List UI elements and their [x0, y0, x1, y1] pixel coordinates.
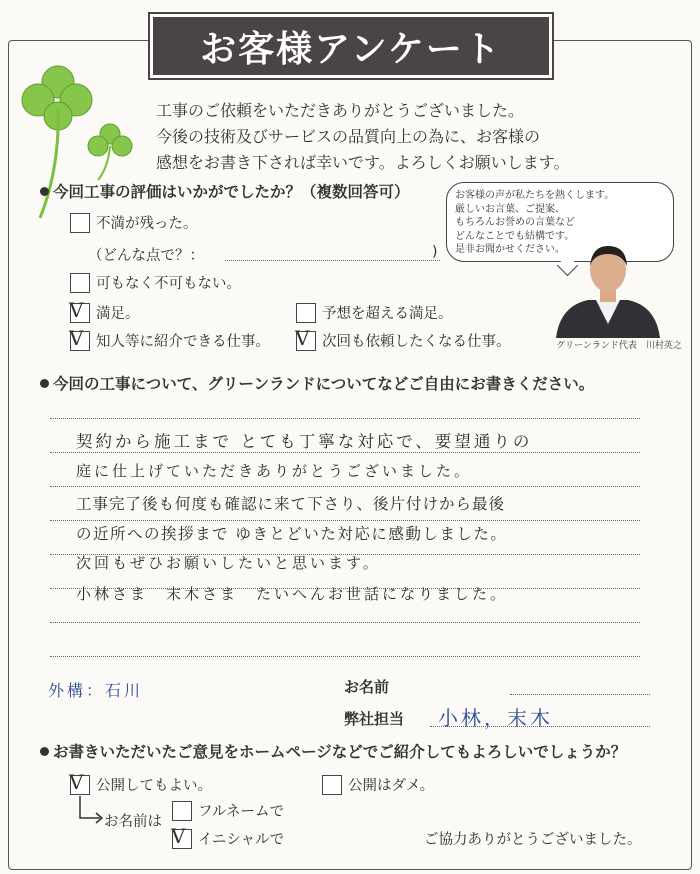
checkbox-checked[interactable] [69, 769, 90, 795]
close-paren: ) [432, 244, 438, 260]
comment-line: 次回もぜひお願いしたいと思います。 [76, 554, 381, 572]
option-again[interactable] [295, 325, 511, 351]
option-public-ok[interactable] [69, 769, 212, 795]
comment-line: の近所への挨拶まで ゆきとどいた対応に感動しました。 [76, 525, 508, 543]
intro-text [156, 98, 569, 176]
checkbox[interactable] [322, 775, 342, 795]
name-input[interactable] [510, 694, 650, 695]
speech-line: お客様の声が私たちを熱くします。 [455, 190, 615, 201]
speech-line: どんなことでも結構です。 [455, 230, 575, 242]
option-satisfied[interactable] [69, 297, 140, 323]
ruled-line [50, 418, 640, 419]
check-mark: V [295, 325, 310, 350]
speech-line: もちろんお誉めの言葉など [455, 217, 575, 228]
comment-line: 契約から施工まで とても丁寧な対応で、要望通りの [76, 432, 533, 451]
staff-value: 小林，末木 [438, 706, 553, 730]
detail-prompt-label: （どんな点で？： [88, 248, 204, 264]
comment-line: 小林さま 末木さま たいへんお世話になりました。 [76, 585, 509, 603]
speech-line: 厳しいお言葉、ご提案、 [455, 203, 565, 215]
option-label: 公開してもよい。 [96, 778, 212, 794]
option-label: 可もなく不可もない。 [96, 276, 241, 292]
checkbox-checked[interactable] [69, 325, 90, 351]
option-public-no[interactable] [322, 774, 434, 795]
option-neutral[interactable] [70, 272, 241, 293]
page-title: お客様アンケート [150, 14, 552, 78]
thanks-text: ご協力ありがとうございました。 [424, 832, 642, 848]
q1-heading-text: 今回工事の評価はいかがでしたか？（複数回答可） [53, 183, 410, 201]
option-label: 次回も依頼したくなる仕事。 [322, 334, 511, 350]
ruled-line [50, 520, 640, 521]
detail-input[interactable] [225, 260, 440, 261]
q2-heading-text: 今回の工事について、グリーンランドについてなどご自由にお書きください。 [53, 375, 595, 393]
bullet-icon [40, 747, 49, 756]
representative-photo [550, 232, 666, 338]
q3-heading-text: お書きいただいたご意見をホームページなどでご紹介してもよろしいでしょうか？ [53, 743, 627, 761]
checkbox[interactable] [70, 273, 90, 293]
q2-heading [40, 372, 594, 394]
representative-caption: グリーンランド代表 川村英之 [556, 341, 682, 351]
name-format-label: お名前は [104, 814, 162, 830]
check-mark: V [171, 823, 186, 848]
q3-heading [40, 740, 626, 762]
option-label: イニシャルで [198, 832, 285, 848]
q1-heading [40, 180, 410, 202]
checkbox-checked[interactable] [295, 325, 316, 351]
option-dissatisfied[interactable] [70, 212, 198, 233]
name-label: お名前 [344, 678, 390, 696]
bullet-icon [40, 187, 49, 196]
staff-label: 弊社担当 [344, 710, 405, 728]
option-label: 公開はダメ。 [348, 778, 435, 794]
intro-line: 工事のご依頼をいただきありがとうございました。 [156, 101, 525, 120]
ruled-line [50, 486, 640, 487]
check-mark: V [69, 769, 84, 794]
comment-line: 庭に仕上げていただきありがとうございました。 [76, 462, 473, 480]
check-mark: V [69, 325, 84, 350]
option-recommend[interactable] [69, 325, 270, 351]
checkbox[interactable] [172, 801, 192, 821]
arrow-icon [76, 796, 106, 826]
checkbox-checked[interactable] [171, 823, 192, 849]
option-label: 予想を超える満足。 [322, 306, 453, 322]
speech-line: 是非お聞かせください。 [455, 244, 565, 255]
checkbox[interactable] [296, 303, 316, 323]
option-fullname[interactable] [172, 800, 284, 821]
bullet-icon [40, 379, 49, 388]
ruled-line [50, 622, 640, 623]
ruled-line [50, 656, 640, 657]
option-label: 不満が残った。 [96, 216, 198, 232]
option-label: 知人等に紹介できる仕事。 [96, 334, 270, 350]
intro-line: 今後の技術及びサービスの品質向上の為に、お客様の [156, 127, 541, 146]
checkbox-checked[interactable] [69, 297, 90, 323]
option-exceeded[interactable] [296, 302, 453, 323]
ruled-line [50, 452, 640, 453]
option-label: 満足。 [96, 306, 140, 322]
check-mark: V [69, 297, 84, 322]
staff-input[interactable] [430, 726, 650, 727]
checkbox[interactable] [70, 213, 90, 233]
detail-prompt [88, 244, 204, 265]
handwritten-note: 外構：石川 [48, 681, 144, 700]
comment-line: 工事完了後も何度も確認に来て下さり、後片付けから最後 [76, 495, 506, 513]
option-initial[interactable] [171, 823, 285, 849]
option-label: フルネームで [198, 804, 284, 820]
intro-line: 感想をお書き下されば幸いです。よろしくお願いします。 [156, 153, 570, 172]
